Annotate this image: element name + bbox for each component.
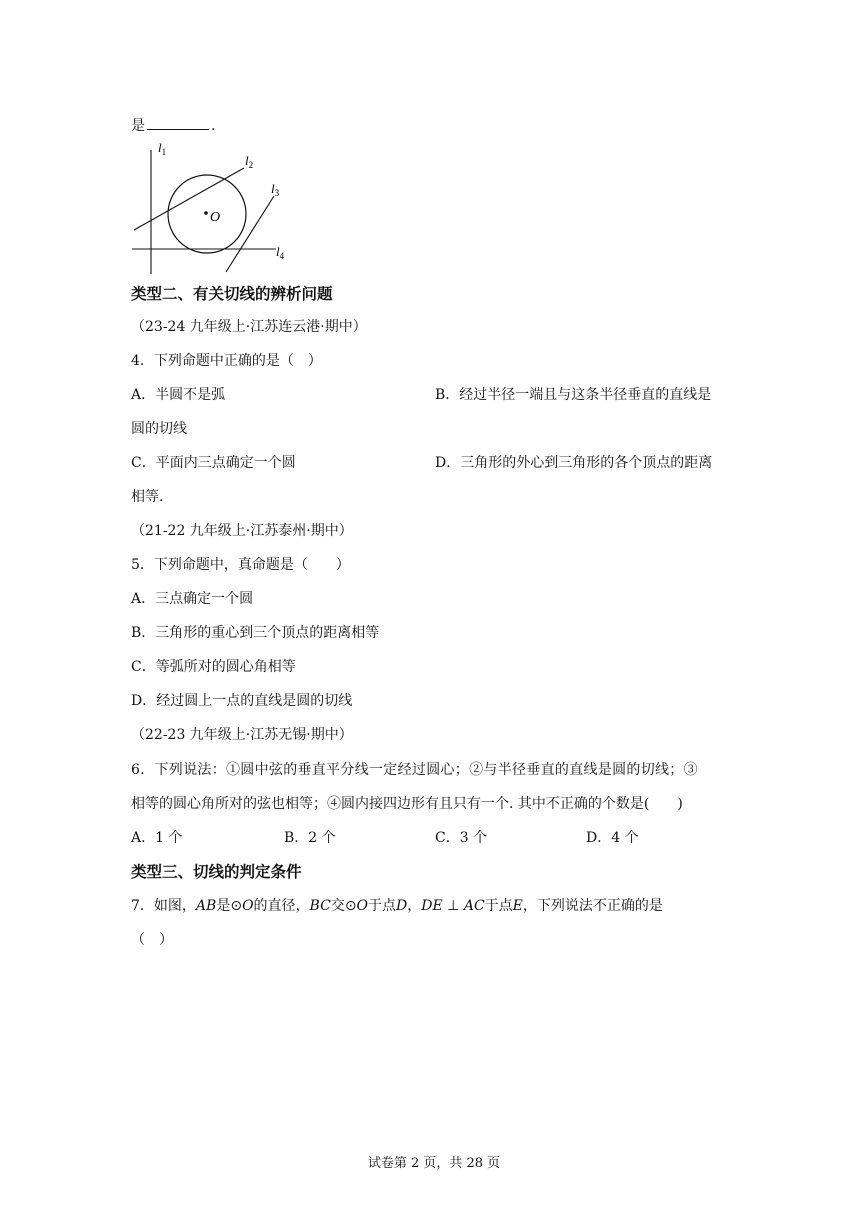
q6-option-a[interactable]: A．1 个 bbox=[131, 830, 183, 846]
q4-source: （23-24 九年级上·江苏连云港·期中） bbox=[131, 319, 367, 335]
page-footer: 试卷第 2 页，共 28 页 bbox=[367, 1156, 501, 1171]
center-point bbox=[204, 211, 208, 215]
q6-option-c[interactable]: C．3 个 bbox=[435, 830, 488, 846]
label-o: O bbox=[210, 210, 221, 225]
q5-option-b[interactable]: B．三角形的重心到三个顶点的距离相等 bbox=[131, 625, 380, 641]
q6-stem-line2: 相等的圆心角所对的弦也相等；④圆内接四边形有且只有一个. 其中不正确的个数是( ) bbox=[131, 796, 683, 812]
section-2-heading: 类型二、有关切线的辨析问题 bbox=[131, 285, 333, 303]
perpendicular-symbol: ⊥ bbox=[447, 898, 460, 914]
q5-option-c[interactable]: C．等弧所对的圆心角相等 bbox=[131, 659, 296, 675]
q4-option-b[interactable]: B．经过半径一端且与这条半径垂直的直线是 bbox=[435, 387, 712, 403]
q5-source: （21-22 九年级上·江苏泰州·期中） bbox=[131, 523, 353, 539]
q4-option-a[interactable]: A．半圆不是弧 bbox=[131, 387, 226, 403]
q3-answer-line: 是 . bbox=[131, 118, 216, 134]
circle-symbol: ⊙ bbox=[230, 898, 243, 914]
q5-option-d[interactable]: D．经过圆上一点的直线是圆的切线 bbox=[131, 693, 353, 709]
q7-stem: 7．如图，AB是⊙O的直径，BC交⊙O于点D，DE ⊥ AC于点E，下列说法不正确的是 bbox=[131, 898, 663, 914]
q4-option-d[interactable]: D．三角形的外心到三角形的各个顶点的距离 bbox=[435, 455, 713, 471]
q4-stem: 4．下列命题中正确的是（ ） bbox=[131, 353, 322, 369]
section-3-heading: 类型三、切线的判定条件 bbox=[131, 863, 302, 881]
q6-option-b[interactable]: B．2 个 bbox=[284, 830, 336, 846]
q4-option-b-cont: 圆的切线 bbox=[131, 421, 187, 437]
label-l2: $l_2$ bbox=[245, 153, 254, 170]
line-l3 bbox=[226, 196, 274, 272]
q5-stem: 5．下列命题中，真命题是（ ） bbox=[131, 557, 350, 573]
q5-option-a[interactable]: A．三点确定一个圆 bbox=[131, 591, 254, 607]
label-l4: $l_4$ bbox=[276, 244, 285, 261]
q6-source: （22-23 九年级上·江苏无锡·期中） bbox=[131, 727, 353, 743]
circle-symbol: ⊙ bbox=[344, 898, 357, 914]
label-l3: $l_3$ bbox=[271, 181, 280, 198]
tangent-lines-figure bbox=[128, 138, 298, 276]
q7-answer-paren: （ ） bbox=[131, 932, 173, 948]
q4-option-c[interactable]: C．平面内三点确定一个圆 bbox=[131, 455, 296, 471]
q4-option-d-cont: 相等. bbox=[131, 489, 164, 505]
label-l1: $l_1$ bbox=[158, 140, 167, 157]
q6-option-d[interactable]: D．4 个 bbox=[586, 830, 639, 846]
q6-stem-line1: 6．下列说法：①圆中弦的垂直平分线一定经过圆心；②与半径垂直的直线是圆的切线；③ bbox=[131, 762, 698, 778]
answer-blank[interactable] bbox=[147, 116, 209, 130]
